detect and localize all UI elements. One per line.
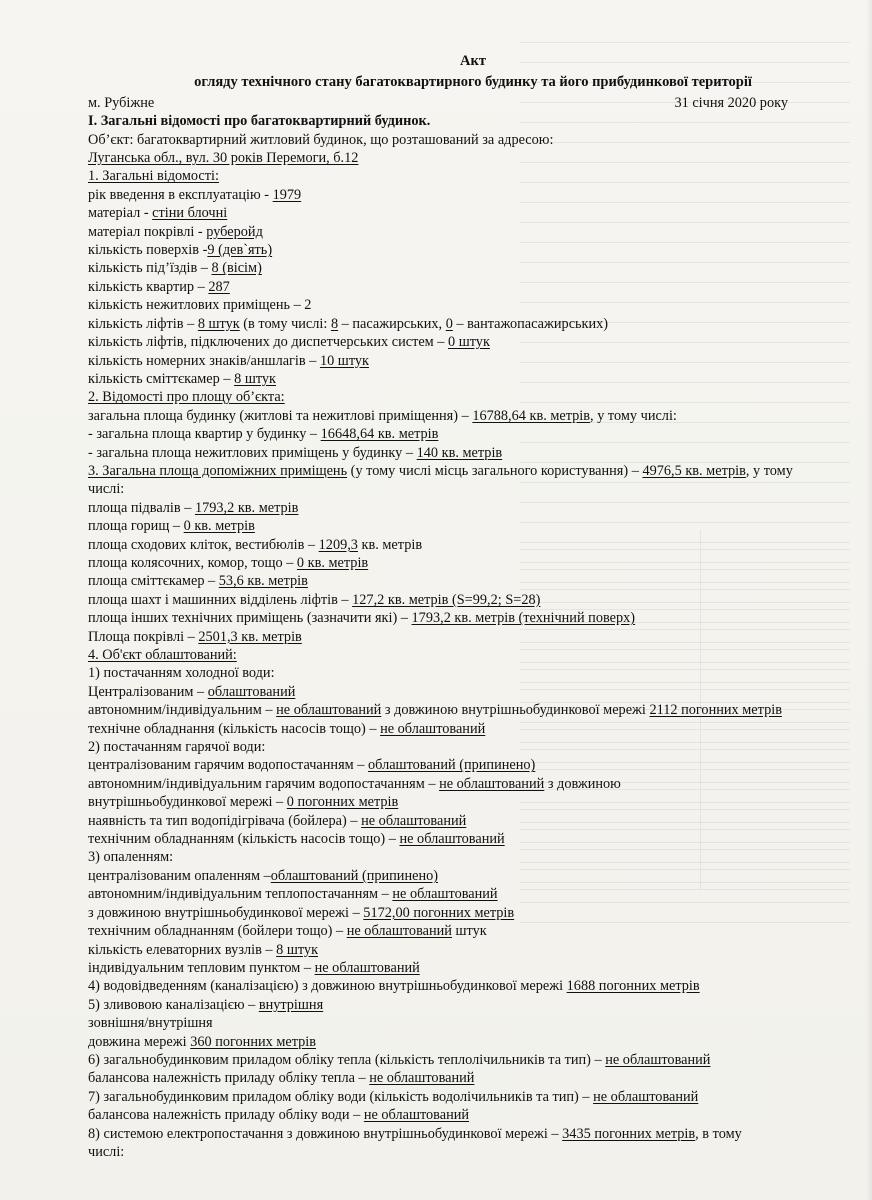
- electric-end-line: числі:: [88, 1143, 125, 1160]
- heat-central-line: [88, 867, 818, 885]
- water-balance-label: балансова належність приладу обліку води –: [88, 1107, 364, 1124]
- shafts-line: [88, 591, 818, 609]
- heat-central-value: облаштований (припинено): [270, 867, 439, 884]
- aux-heading-end: , у тому числі:: [88, 462, 793, 498]
- cold-auto-value: не облаштований: [276, 702, 382, 719]
- lifts-cargo-value: 0: [445, 315, 453, 332]
- heat-balance-label: балансова належність приладу обліку тепла –: [88, 1070, 370, 1087]
- cold-central-line: [88, 683, 818, 701]
- boiler-value: не облаштований: [361, 812, 467, 829]
- year-line: [88, 186, 818, 204]
- lifts-label: кількість ліфтів –: [88, 315, 198, 332]
- floors-value: 9 (дев`ять): [207, 242, 273, 259]
- cold-tech-line: [88, 720, 818, 738]
- hot-tech-line: [88, 830, 818, 848]
- strollers-value: 0 кв. метрів: [296, 554, 369, 571]
- lifts-line: [88, 315, 818, 333]
- total-area-tail: , у тому числі:: [590, 407, 677, 424]
- sewer-value: 1688 погонних метрів: [566, 978, 700, 995]
- attic-label: площа горищ –: [88, 518, 184, 535]
- object-line: Об’єкт: багатоквартирний житловий будинок, що розташований за адресою:: [88, 131, 554, 148]
- cold-central-label: Централізованим –: [88, 683, 208, 700]
- electric-label: 8) системою електропостачання з довжиною внутрішньобудинкової мережі –: [88, 1125, 563, 1142]
- heat-central-label: централізованим опаленням –: [88, 867, 271, 884]
- aux-total-value: 4976,5 кв. метрів: [642, 462, 746, 479]
- hot-auto-value: не облаштований: [439, 775, 545, 792]
- strollers-label: площа колясочних, комор, тощо –: [88, 554, 297, 571]
- wall-line: [88, 204, 818, 222]
- storm-alt-line: зовнішня/внутрішня: [88, 1015, 213, 1032]
- heat-balance-value: не облаштований: [369, 1070, 475, 1087]
- electric-value: 3435 погонних метрів: [562, 1125, 696, 1142]
- storm-value: внутрішня: [258, 996, 324, 1013]
- elevator-label: кількість елеваторних вузлів –: [88, 941, 277, 958]
- scan-edge: [866, 0, 872, 1200]
- stairs-value: 1209,3: [318, 536, 358, 553]
- place-date-line: [88, 94, 818, 112]
- heat-tech-value: не облаштований: [346, 923, 452, 940]
- lifts-value: 8 штук: [197, 315, 240, 332]
- hot-auto-label: автономним/індивідуальним гарячим водопостачанням –: [88, 775, 440, 792]
- boiler-line: [88, 812, 818, 830]
- water-balance-line: [88, 1106, 818, 1124]
- year-value: 1979: [272, 186, 302, 203]
- dispatch-line: [88, 333, 818, 351]
- apartment-area-label: - загальна площа квартир у будинку –: [88, 426, 321, 443]
- water-meter-line: [88, 1088, 818, 1106]
- heat-point-line: [88, 959, 818, 977]
- stairs-label: площа сходових кліток, вестибюлів –: [88, 536, 319, 553]
- equip-heading: 4. Об'єкт облаштований:: [88, 647, 237, 663]
- document-subtitle: огляду технічного стану багатоквартирного будинку та його прибудинкової території: [194, 74, 752, 91]
- cold-tech-value: не облаштований: [380, 720, 486, 737]
- roof-area-label: Площа покрівлі –: [88, 628, 199, 645]
- other-rooms-line: [88, 609, 818, 627]
- water-meter-value: не облаштований: [593, 1088, 699, 1105]
- entrances-value: 8 (вісім): [211, 260, 262, 277]
- storm-length-value: 360 погонних метрів: [190, 1033, 317, 1050]
- apartments-label: кількість квартир –: [88, 278, 209, 295]
- electric-line: [88, 1125, 818, 1143]
- hot-tech-value: не облаштований: [399, 831, 505, 848]
- heat-auto-line: [88, 885, 818, 903]
- apartment-area-line: [88, 425, 818, 443]
- apartments-value: 287: [208, 278, 230, 295]
- hot-central-value: облаштований (припинено): [368, 757, 536, 774]
- cold-central-value: облаштований: [207, 683, 296, 700]
- document-body: [88, 52, 818, 1161]
- cold-auto-line: [88, 701, 818, 719]
- heat-auto-label: автономним/індивідуальним теплопостачанням –: [88, 886, 393, 903]
- water-meter-label: 7) загальнобудинковим приладом обліку води (кількість водолічильників та тип) –: [88, 1088, 594, 1105]
- shafts-value: 127,2 кв. метрів (S=99,2; S=28): [352, 591, 541, 608]
- section-heading: І. Загальні відомості про багатоквартирний будинок.: [88, 113, 431, 130]
- stairs-line: [88, 536, 818, 554]
- hot-net-value: 0 погонних метрів: [286, 794, 399, 811]
- strollers-line: [88, 554, 818, 572]
- chutes-line: [88, 370, 818, 388]
- hot-tech-label: технічним обладнанням (кількість насосів тощо) –: [88, 831, 400, 848]
- wall-value: стіни блочні: [152, 205, 228, 222]
- storm-label: 5) зливовою каналізацією –: [88, 996, 259, 1013]
- basement-line: [88, 499, 818, 517]
- cold-auto-label: автономним/індивідуальним –: [88, 702, 277, 719]
- roof-material-value: руберойд: [206, 223, 263, 240]
- hot-central-label: централізованим гарячим водопостачанням –: [88, 757, 369, 774]
- storm-line: [88, 996, 818, 1014]
- lifts-passenger-value: 8: [330, 315, 339, 332]
- year-label: рік введення в експлуатацію -: [88, 186, 273, 203]
- other-rooms-value: 1793,2 кв. метрів (технічний поверх): [411, 610, 636, 627]
- sewer-line: [88, 977, 818, 995]
- electric-tail: , в тому: [695, 1125, 742, 1142]
- hot-auto-line: [88, 775, 818, 793]
- general-heading: 1. Загальні відомості:: [88, 168, 219, 185]
- signs-value: 10 штук: [319, 352, 369, 369]
- heat-balance-line: [88, 1069, 818, 1087]
- hot-net-label: внутрішньобудинкової мережі –: [88, 794, 287, 811]
- floors-label: кількість поверхів -: [88, 242, 208, 259]
- aux-heading-line: [88, 462, 818, 499]
- nonres-area-label: - загальна площа нежитлових приміщень у будинку –: [88, 444, 417, 461]
- signs-label: кількість номерних знаків/аншлагів –: [88, 352, 320, 369]
- dispatch-label: кількість ліфтів, підключених до диспетчерських систем –: [88, 334, 449, 351]
- address: Луганська обл., вул. 30 років Перемоги, б.12: [88, 150, 359, 167]
- apartment-area-value: 16648,64 кв. метрів: [320, 426, 439, 443]
- heating-heading: 3) опаленням:: [88, 849, 174, 866]
- roof-material-line: [88, 223, 818, 241]
- heat-tech-tail: штук: [451, 923, 487, 940]
- basement-value: 1793,2 кв. метрів: [194, 499, 299, 516]
- roof-area-line: [88, 628, 818, 646]
- roof-material-label: матеріал покрівлі -: [88, 223, 207, 240]
- other-rooms-label: площа інших технічних приміщень (зазначити які) –: [88, 610, 412, 627]
- apartments-line: [88, 278, 818, 296]
- wall-label: матеріал -: [88, 205, 153, 222]
- heat-auto-value: не облаштований: [392, 886, 498, 903]
- hot-central-line: [88, 756, 818, 774]
- attic-line: [88, 517, 818, 535]
- lifts-text-1: (в тому числі:: [239, 315, 331, 332]
- storm-length-label: довжина мережі: [88, 1033, 191, 1050]
- entrances-label: кількість під’їздів –: [88, 260, 212, 277]
- dispatch-value: 0 штук: [448, 334, 490, 351]
- heat-meter-label: 6) загальнобудинковим приладом обліку тепла (кількість теплолічильників та тип) –: [88, 1051, 606, 1068]
- storm-length-line: [88, 1033, 818, 1051]
- nonresidential-line: кількість нежитлових приміщень – 2: [88, 297, 312, 314]
- garbage-label: площа сміттєкамер –: [88, 573, 219, 590]
- lifts-text-3: – вантажопасажирських): [452, 315, 609, 332]
- equip-heading-line: [88, 646, 818, 664]
- entrances-line: [88, 259, 818, 277]
- chutes-label: кількість сміттєкамер –: [88, 370, 235, 387]
- heat-tech-line: [88, 922, 818, 940]
- area-heading: 2. Відомості про площу об’єкта:: [88, 389, 285, 406]
- general-heading-line: [88, 167, 818, 185]
- area-heading-line: [88, 388, 818, 406]
- aux-heading: 3. Загальна площа допоміжних приміщень: [88, 462, 348, 479]
- hot-water-heading: 2) постачанням гарячої води:: [88, 739, 266, 756]
- elevator-value: 8 штук: [276, 941, 319, 958]
- cold-water-heading: 1) постачанням холодної води:: [88, 665, 275, 682]
- heat-meter-value: не облаштований: [605, 1051, 711, 1068]
- floors-line: [88, 241, 818, 259]
- date: 31 січня 2020 року: [674, 94, 788, 111]
- water-balance-value: не облаштований: [363, 1107, 470, 1124]
- heat-net-line: [88, 904, 818, 922]
- shafts-label: площа шахт і машинних відділень ліфтів –: [88, 591, 353, 608]
- heat-point-label: індивідуальним тепловим пунктом –: [88, 959, 315, 976]
- aux-heading-tail: (у тому числі місць загального користування) –: [347, 462, 643, 479]
- cold-auto-mid: з довжиною внутрішньобудинкової мережі: [381, 702, 650, 719]
- nonres-area-value: 140 кв. метрів: [416, 444, 503, 461]
- nonres-area-line: [88, 444, 818, 462]
- stairs-unit: кв. метрів: [357, 536, 423, 553]
- garbage-value: 53,6 кв. метрів: [218, 573, 308, 590]
- boiler-label: наявність та тип водопідігрівача (бойлера) –: [88, 812, 362, 829]
- hot-net-line: [88, 793, 818, 811]
- elevator-line: [88, 941, 818, 959]
- total-area-label: загальна площа будинку (житлові та нежитлові приміщення) –: [88, 407, 473, 424]
- document-title: Акт: [460, 53, 486, 69]
- chutes-value: 8 штук: [234, 370, 276, 387]
- garbage-line: [88, 572, 818, 590]
- signs-line: [88, 352, 818, 370]
- cold-auto-length: 2112 погонних метрів: [649, 702, 782, 719]
- sewer-label: 4) водовідведенням (каналізацією) з довжиною внутрішньобудинкової мережі: [88, 978, 567, 995]
- address-line: [88, 149, 818, 167]
- heat-point-value: не облаштований: [314, 959, 420, 976]
- basement-label: площа підвалів –: [88, 499, 195, 516]
- hot-auto-tail: з довжиною: [544, 775, 621, 792]
- total-area-value: 16788,64 кв. метрів: [472, 407, 591, 424]
- lifts-text-2: – пасажирських,: [338, 315, 446, 332]
- heat-net-label: з довжиною внутрішньобудинкової мережі –: [88, 904, 364, 921]
- heat-meter-line: [88, 1051, 818, 1069]
- city: м. Рубіжне: [88, 94, 155, 111]
- heat-tech-label: технічним обладнанням (бойлери тощо) –: [88, 923, 347, 940]
- total-area-line: [88, 407, 818, 425]
- heat-net-value: 5172,00 погонних метрів: [363, 904, 515, 921]
- attic-value: 0 кв. метрів: [183, 518, 255, 535]
- cold-tech-label: технічне обладнання (кількість насосів тощо) –: [88, 720, 381, 737]
- roof-area-value: 2501,3 кв. метрів: [198, 628, 302, 645]
